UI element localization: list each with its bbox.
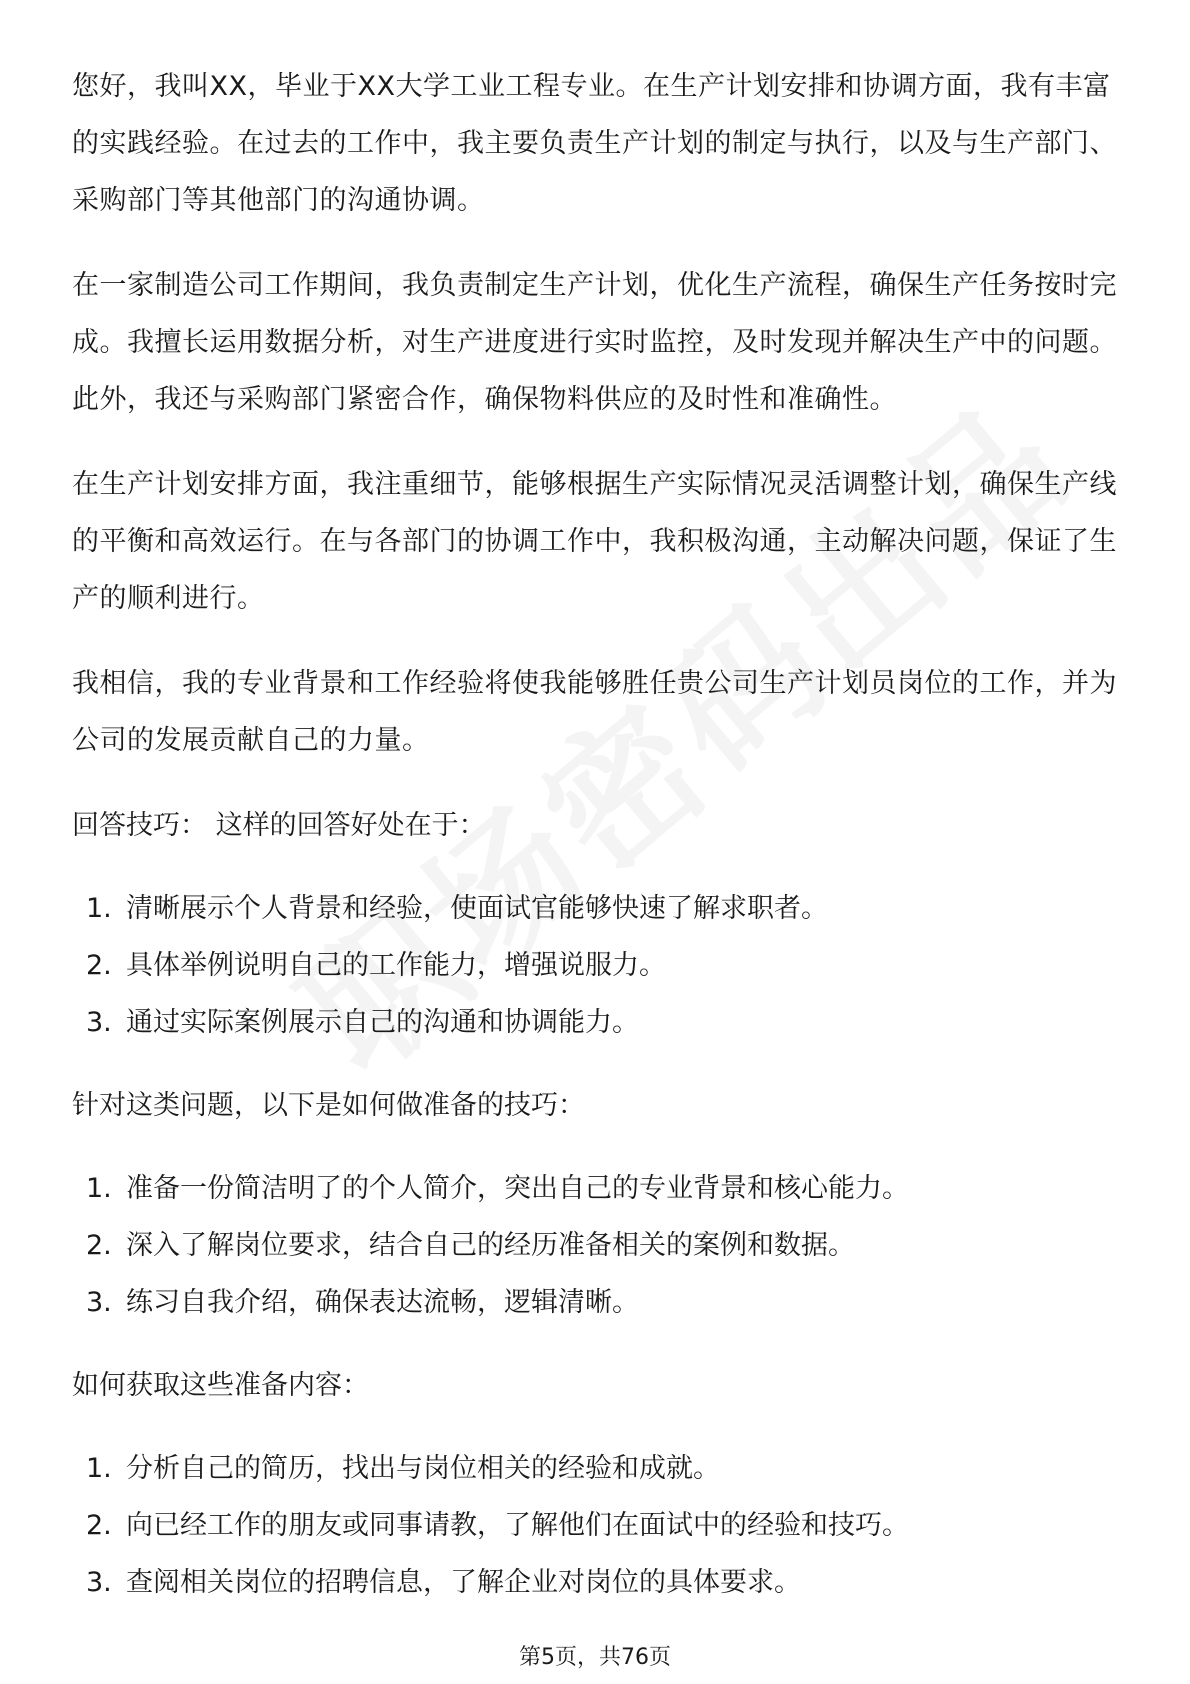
paragraph-intro: 您好，我叫XX，毕业于XX大学工业工程专业。在生产计划安排和协调方面，我有丰富的实践经验。在过去的工作中，我主要负责生产计划的制定与执行，以及与生产部门、采购部门等其他部门的沟通协调。: [72, 71, 1117, 216]
list-item: [72, 1160, 1118, 1217]
list-item-number: 3.: [86, 1567, 112, 1598]
document-body: [72, 58, 1118, 1637]
list-item-text: 练习自我介绍，确保表达流畅，逻辑清晰。: [126, 1287, 639, 1318]
list-item-text: 查阅相关岗位的招聘信息，了解企业对岗位的具体要求。: [126, 1567, 801, 1598]
list-item-text: 深入了解岗位要求，结合自己的经历准备相关的案例和数据。: [126, 1230, 855, 1261]
list-item-number: 3.: [86, 1007, 112, 1038]
list-item: [72, 1554, 1118, 1611]
list-item: [72, 1217, 1118, 1274]
source-heading: 如何获取这些准备内容：: [72, 1370, 369, 1401]
paragraph-conclusion: 我相信，我的专业背景和工作经验将使我能够胜任贵公司生产计划员岗位的工作，并为公司的发展贡献自己的力量。: [72, 668, 1117, 756]
paragraph-planning: 在生产计划安排方面，我注重细节，能够根据生产实际情况灵活调整计划，确保生产线的平衡和高效运行。在与各部门的协调工作中，我积极沟通，主动解决问题，保证了生产的顺利进行。: [72, 469, 1117, 614]
list-item: [72, 880, 1118, 937]
list-item-number: 2.: [86, 950, 112, 981]
list-item: [72, 994, 1118, 1051]
list-item-number: 2.: [86, 1510, 112, 1541]
list-item: [72, 1497, 1118, 1554]
tips-list: [72, 880, 1118, 1051]
list-item-text: 具体举例说明自己的工作能力，增强说服力。: [126, 950, 666, 981]
list-item-number: 1.: [86, 893, 112, 924]
list-item-text: 通过实际案例展示自己的沟通和协调能力。: [126, 1007, 639, 1038]
list-item-text: 向已经工作的朋友或同事请教，了解他们在面试中的经验和技巧。: [126, 1510, 909, 1541]
list-item-number: 1.: [86, 1173, 112, 1204]
list-item: [72, 937, 1118, 994]
tips-heading: 回答技巧： 这样的回答好处在于：: [72, 810, 486, 841]
list-item: [72, 1274, 1118, 1331]
list-item-text: 分析自己的简历，找出与岗位相关的经验和成就。: [126, 1453, 720, 1484]
list-item-text: 清晰展示个人背景和经验，使面试官能够快速了解求职者。: [126, 893, 828, 924]
paragraph-experience: 在一家制造公司工作期间，我负责制定生产计划，优化生产流程，确保生产任务按时完成。我擅长运用数据分析，对生产进度进行实时监控，及时发现并解决生产中的问题。此外，我还与采购部门紧密合作，确保物料供应的及时性和准确性。: [72, 270, 1117, 415]
source-list: [72, 1440, 1118, 1611]
list-item: [72, 1440, 1118, 1497]
list-item-number: 2.: [86, 1230, 112, 1261]
list-item-number: 3.: [86, 1287, 112, 1318]
prep-list: [72, 1160, 1118, 1331]
list-item-text: 准备一份简洁明了的个人简介，突出自己的专业背景和核心能力。: [126, 1173, 909, 1204]
page-number-footer: 第5页，共76页: [519, 1645, 671, 1670]
prep-heading: 针对这类问题，以下是如何做准备的技巧：: [72, 1090, 585, 1121]
list-item-number: 1.: [86, 1453, 112, 1484]
